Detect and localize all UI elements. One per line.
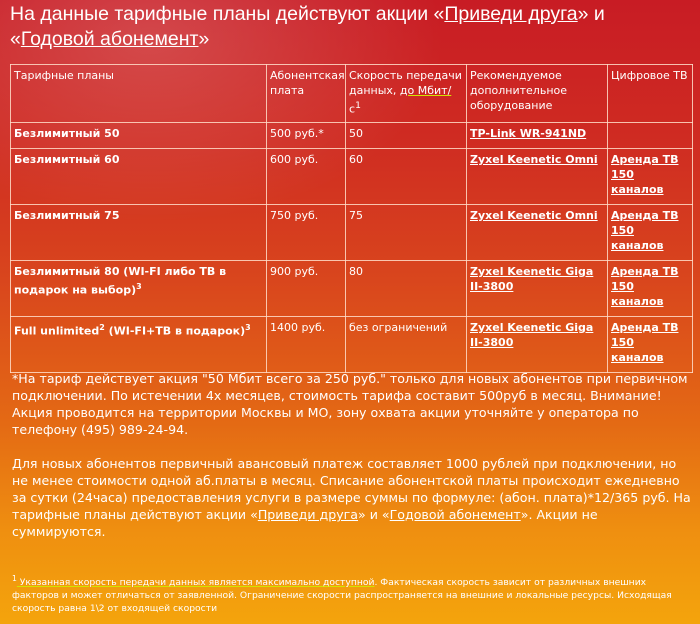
row-tv — [608, 123, 693, 149]
footnote-highlight: Указанная скорость передачи данных является максимально доступной — [16, 577, 375, 589]
row-speed: 80 — [346, 261, 467, 317]
row-equipment — [467, 123, 608, 149]
row-speed: без ограничений — [346, 317, 467, 373]
footnote-text: . Фактическая скорость зависит от различных внешних факторов и может отличаться от заявленной. Ограничение скорости распространяется на внешние и локальные ресурсы. Исходящая скорость равна 1\2 от входящей скорости — [12, 577, 672, 615]
plan-name: Безлимитный 60 — [14, 153, 120, 166]
header-plan: Тарифные планы — [11, 65, 267, 123]
header-speed-footnote-mark: 1 — [355, 100, 361, 111]
plan-footnote-mark: 2 — [99, 323, 105, 332]
notes — [12, 370, 692, 540]
note-link-godovoy-abonement[interactable]: Годовой абонемент — [389, 507, 521, 522]
row-fee: 1400 руб. — [267, 317, 346, 373]
payment-note — [12, 455, 692, 540]
row-fee: 900 руб. — [267, 261, 346, 317]
tv-rental-link[interactable]: Аренда ТВ 150 каналов — [611, 265, 679, 308]
plan-name-extra: (WI-FI+ТВ в подарок) — [104, 324, 246, 338]
payment-note-text-2: » и « — [358, 507, 390, 522]
row-equipment — [467, 317, 608, 373]
plan-name: Безлимитный 50 — [14, 127, 120, 140]
title-link-privedi-druga[interactable]: Приведи друга — [444, 3, 578, 25]
title-link-godovoy-abonement[interactable]: Годовой абонемент — [20, 28, 199, 50]
title-text-2: » и « — [10, 3, 605, 50]
plan-name: Безлимитный 80 (WI-FI либо ТВ в подарок на выбор) — [14, 265, 227, 297]
equipment-link[interactable]: Zyxel Keenetic Omni — [470, 153, 598, 166]
row-tv — [608, 317, 693, 373]
header-fee: Абонентская плата — [267, 65, 346, 123]
plan-footnote-mark: 3 — [245, 323, 251, 332]
tv-rental-link[interactable]: Аренда ТВ 150 каналов — [611, 321, 679, 364]
table-header-row — [11, 65, 693, 123]
title-text-1: На данные тарифные планы действуют акции « — [10, 3, 445, 25]
plan-name: Безлимитный 75 — [14, 209, 120, 222]
row-fee: 500 руб.* — [267, 123, 346, 149]
row-fee: 750 руб. — [267, 205, 346, 261]
equipment-link[interactable]: Zyxel Keenetic Giga II-3800 — [470, 321, 594, 349]
table-row — [11, 149, 693, 205]
tv-rental-link[interactable]: Аренда ТВ 150 каналов — [611, 209, 679, 252]
row-plan — [11, 261, 267, 317]
row-equipment — [467, 205, 608, 261]
plan-footnote-mark: 3 — [136, 282, 142, 291]
footnote-mark: 1 — [12, 574, 17, 583]
note-link-privedi-druga[interactable]: Приведи друга — [257, 507, 359, 522]
row-plan — [11, 205, 267, 261]
plan-name: Full unlimited — [14, 324, 100, 338]
payment-note-text-3: ». Акции не суммируются. — [12, 507, 598, 539]
page-title — [10, 2, 690, 52]
row-speed: 50 — [346, 123, 467, 149]
row-plan — [11, 149, 267, 205]
row-equipment — [467, 149, 608, 205]
row-speed: 75 — [346, 205, 467, 261]
header-tv: Цифровое ТВ — [608, 65, 693, 123]
row-tv — [608, 149, 693, 205]
table-row — [11, 261, 693, 317]
table-row — [11, 317, 693, 373]
equipment-link[interactable]: TP-Link WR-941ND — [470, 127, 587, 140]
payment-note-text: Для новых абонентов первичный авансовый платеж составляет 1000 рублей при подключении, но не менее стоимости одной аб.платы в месяц. Списание абонентской платы происходит ежедневно за сутки (24часа) предоставления услуги в размере суммы по формуле: (абон. плата)*12/365 руб. На тарифные планы действуют акции « — [12, 456, 691, 522]
header-speed — [346, 65, 467, 123]
header-speed-unit: с — [349, 102, 356, 116]
title-text-3: » — [198, 28, 210, 50]
row-equipment — [467, 261, 608, 317]
row-tv — [608, 205, 693, 261]
tariff-table — [10, 64, 693, 373]
equipment-link[interactable]: Zyxel Keenetic Omni — [470, 209, 598, 222]
promo-note: *На тариф действует акция "50 Мбит всего за 250 руб." только для новых абонентов при первичном подключении. По истечении 4х месяцев, стоимость тарифа составит 500руб в месяц. Внимание! Акция проводится на территории Москвы и МО, зону охвата акции уточняйте у оператора по телефону (495) 989-24-94. — [12, 371, 688, 437]
row-tv — [608, 261, 693, 317]
row-plan — [11, 317, 267, 373]
row-fee: 600 руб. — [267, 149, 346, 205]
table-row — [11, 123, 693, 149]
header-speed-text: Скорость передачи данных, — [349, 69, 462, 97]
header-speed-highlight: до Мбит/ — [399, 84, 452, 97]
row-speed: 60 — [346, 149, 467, 205]
equipment-link[interactable]: Zyxel Keenetic Giga II-3800 — [470, 265, 594, 293]
row-plan — [11, 123, 267, 149]
footnote — [12, 572, 692, 615]
tv-rental-link[interactable]: Аренда ТВ 150 каналов — [611, 153, 679, 196]
header-equipment: Рекомендуемое дополнительное оборудование — [467, 65, 608, 123]
table-row — [11, 205, 693, 261]
